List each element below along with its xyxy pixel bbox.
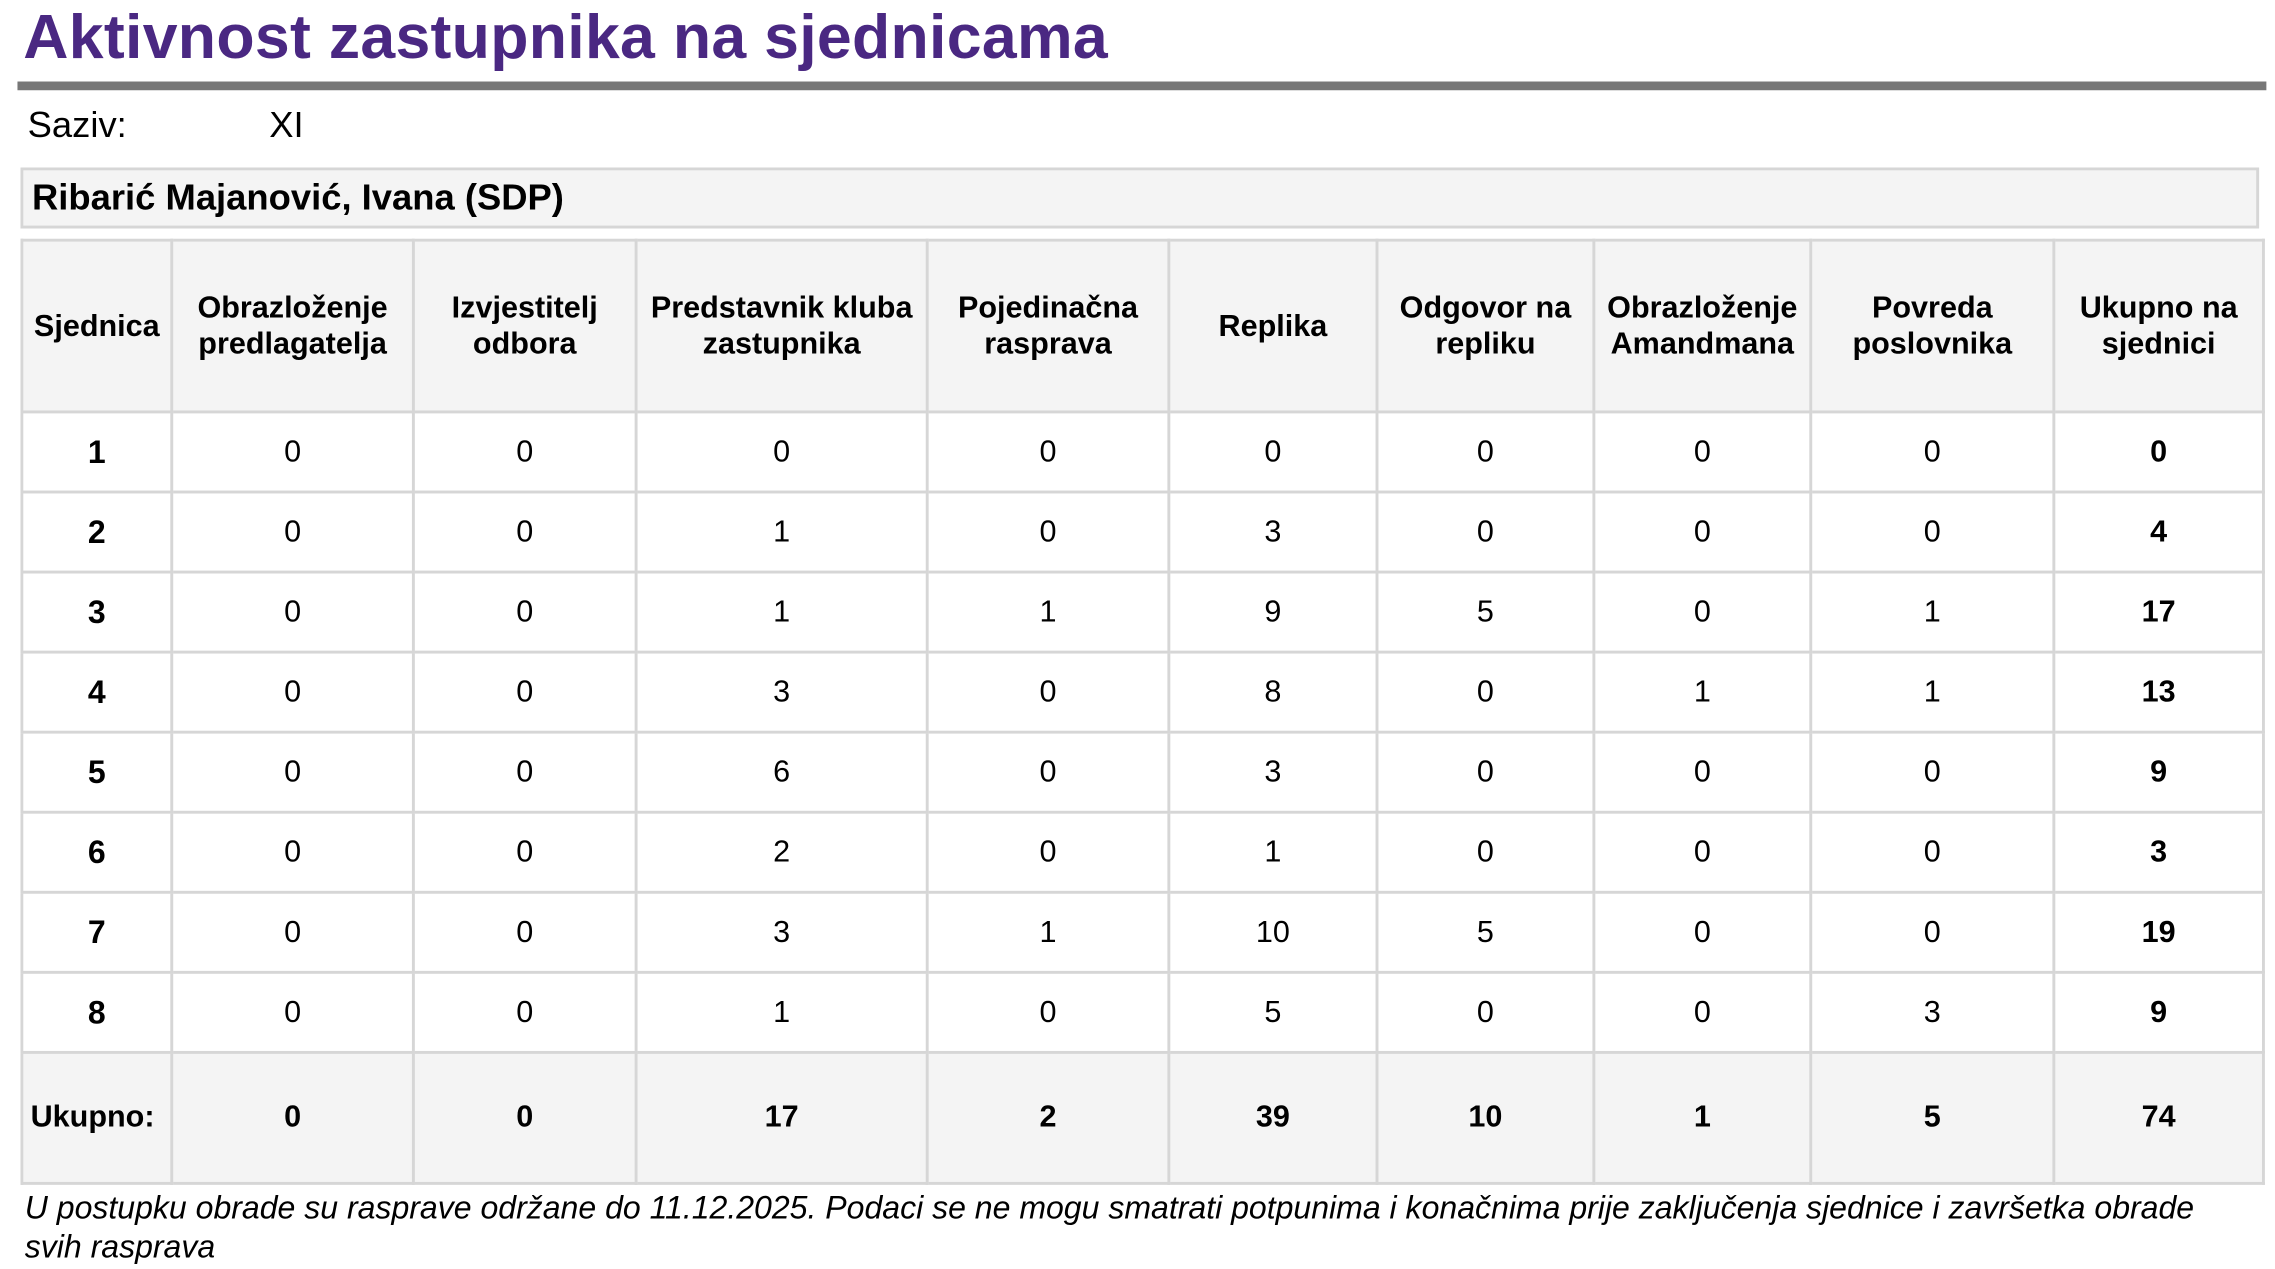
column-header-predstavnik-kluba: Predstavnik kluba zastupnika [636, 240, 927, 412]
table-cell: 5 [1377, 572, 1594, 652]
page-title: Aktivnost zastupnika na sjednicama [23, 2, 1109, 73]
saziv-label: Saziv: [27, 104, 127, 146]
table-cell: 0 [927, 972, 1169, 1052]
table-cell: 0 [172, 412, 414, 492]
table-cell: 0 [927, 412, 1169, 492]
table-cell: 1 [1811, 652, 2054, 732]
table-cell: 1 [927, 892, 1169, 972]
table-cell: 0 [1594, 812, 1811, 892]
table-cell: 0 [413, 652, 636, 732]
table-row [22, 652, 2264, 732]
table-row [22, 572, 2264, 652]
table-cell: 0 [927, 732, 1169, 812]
session-total-cell: 9 [2054, 732, 2264, 812]
table-cell: 5 [1169, 972, 1377, 1052]
table-cell: 0 [636, 412, 927, 492]
table-cell: 1 [1811, 572, 2054, 652]
table-cell: 0 [1811, 732, 2054, 812]
table-cell: 0 [927, 652, 1169, 732]
column-header-ukupno-na-sjednici: Ukupno na sjednici [2054, 240, 2264, 412]
table-cell: 6 [636, 732, 927, 812]
totals-cell: 10 [1377, 1052, 1594, 1183]
session-number-cell: 1 [22, 412, 172, 492]
table-header-row [22, 240, 2264, 412]
column-header-replika: Replika [1169, 240, 1377, 412]
table-cell: 0 [1594, 892, 1811, 972]
session-total-cell: 3 [2054, 812, 2264, 892]
grand-total-cell: 74 [2054, 1052, 2264, 1183]
table-row [22, 892, 2264, 972]
table-cell: 0 [927, 492, 1169, 572]
table-cell: 0 [1377, 812, 1594, 892]
totals-cell: 0 [413, 1052, 636, 1183]
table-cell: 2 [636, 812, 927, 892]
table-cell: 0 [1811, 492, 2054, 572]
table-cell: 10 [1169, 892, 1377, 972]
table-cell: 0 [1594, 492, 1811, 572]
table-cell: 0 [927, 812, 1169, 892]
session-total-cell: 17 [2054, 572, 2264, 652]
column-header-povreda-poslovnika: Povreda poslovnika [1811, 240, 2054, 412]
table-cell: 0 [1811, 892, 2054, 972]
table-cell: 3 [636, 652, 927, 732]
table-cell: 0 [172, 652, 414, 732]
table-cell: 0 [1811, 412, 2054, 492]
session-number-cell: 6 [22, 812, 172, 892]
table-row [22, 732, 2264, 812]
representative-name: Ribarić Majanović, Ivana (SDP) [32, 177, 564, 219]
session-total-cell: 4 [2054, 492, 2264, 572]
table-cell: 0 [172, 812, 414, 892]
saziv-value: XI [269, 104, 304, 146]
table-cell: 0 [1377, 492, 1594, 572]
table-cell: 0 [1377, 972, 1594, 1052]
table-cell: 0 [172, 492, 414, 572]
totals-cell: 0 [172, 1052, 414, 1183]
table-cell: 0 [1377, 652, 1594, 732]
table-cell: 0 [413, 732, 636, 812]
totals-cell: 2 [927, 1052, 1169, 1183]
table-cell: 0 [413, 572, 636, 652]
table-cell: 1 [1594, 652, 1811, 732]
table-cell: 0 [1594, 412, 1811, 492]
table-row [22, 812, 2264, 892]
table-cell: 3 [1811, 972, 2054, 1052]
table-cell: 0 [172, 892, 414, 972]
table-cell: 0 [1594, 572, 1811, 652]
table-cell: 0 [1811, 812, 2054, 892]
table-cell: 1 [636, 572, 927, 652]
table-row [22, 492, 2264, 572]
table-cell: 3 [1169, 732, 1377, 812]
footnote: U postupku obrade su rasprave održane do 11.12.2025. Podaci se ne mogu smatrati potpunima i konačnima prije zaključenja sjednice i završetka obrade svih rasprava [24, 1189, 2195, 1265]
table-cell: 0 [413, 812, 636, 892]
table-cell: 8 [1169, 652, 1377, 732]
table-cell: 0 [1594, 732, 1811, 812]
session-number-cell: 4 [22, 652, 172, 732]
table-cell: 0 [172, 732, 414, 812]
column-header-odgovor-na-repliku: Odgovor na repliku [1377, 240, 1594, 412]
totals-cell: 17 [636, 1052, 927, 1183]
table-cell: 1 [636, 972, 927, 1052]
column-header-pojedinacna-rasprava: Pojedinačna rasprava [927, 240, 1169, 412]
table-cell: 0 [1169, 412, 1377, 492]
totals-cell: 1 [1594, 1052, 1811, 1183]
table-cell: 0 [413, 492, 636, 572]
totals-cell: 39 [1169, 1052, 1377, 1183]
table-cell: 3 [636, 892, 927, 972]
table-cell: 0 [413, 972, 636, 1052]
session-total-cell: 13 [2054, 652, 2264, 732]
table-cell: 5 [1377, 892, 1594, 972]
table-cell: 1 [1169, 812, 1377, 892]
session-number-cell: 3 [22, 572, 172, 652]
table-cell: 0 [413, 412, 636, 492]
column-header-izvjestitelj-odbora: Izvjestitelj odbora [413, 240, 636, 412]
table-cell: 0 [172, 572, 414, 652]
column-header-obrazlozenje-predlagatelja: Obrazloženje predlagatelja [172, 240, 414, 412]
column-header-sjednica: Sjednica [22, 240, 172, 412]
table-cell: 0 [1377, 412, 1594, 492]
session-total-cell: 19 [2054, 892, 2264, 972]
title-divider [17, 82, 2266, 91]
session-number-cell: 2 [22, 492, 172, 572]
table-cell: 3 [1169, 492, 1377, 572]
table-cell: 9 [1169, 572, 1377, 652]
table-cell: 1 [927, 572, 1169, 652]
table-row [22, 412, 2264, 492]
column-header-obrazlozenje-amandmana: Obrazloženje Amandmana [1594, 240, 1811, 412]
table-row [22, 972, 2264, 1052]
session-activity-table [20, 239, 2265, 1185]
session-total-cell: 0 [2054, 412, 2264, 492]
table-cell: 0 [172, 972, 414, 1052]
totals-label: Ukupno: [22, 1052, 172, 1183]
session-total-cell: 9 [2054, 972, 2264, 1052]
table-cell: 0 [1594, 972, 1811, 1052]
session-number-cell: 5 [22, 732, 172, 812]
table-cell: 0 [413, 892, 636, 972]
table-cell: 1 [636, 492, 927, 572]
session-number-cell: 7 [22, 892, 172, 972]
totals-cell: 5 [1811, 1052, 2054, 1183]
totals-row [22, 1052, 2264, 1183]
representative-header [20, 167, 2259, 228]
session-number-cell: 8 [22, 972, 172, 1052]
table-cell: 0 [1377, 732, 1594, 812]
